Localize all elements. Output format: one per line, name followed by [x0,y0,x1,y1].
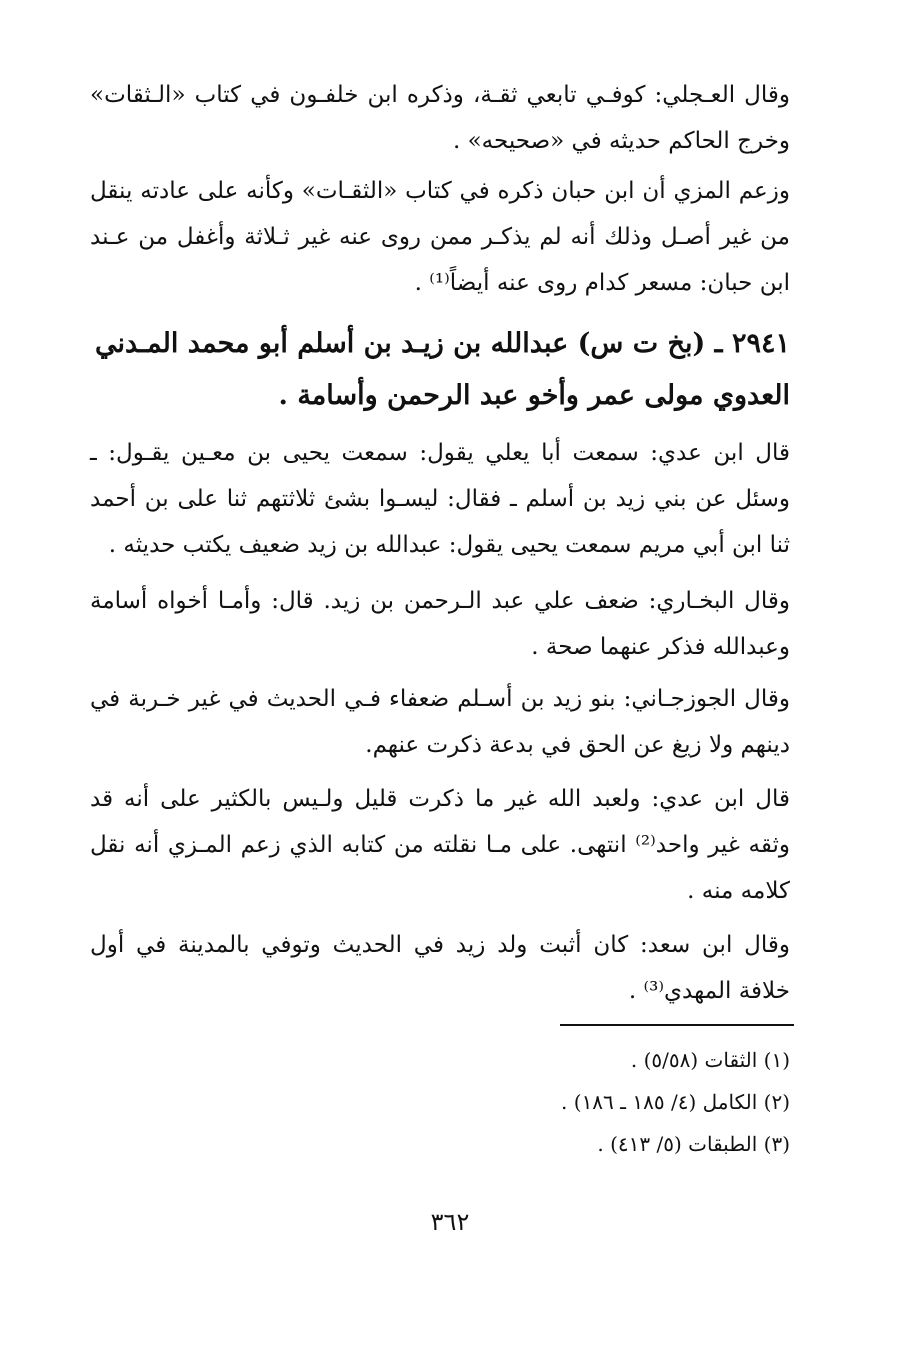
page-number: ٣٦٢ [430,1208,470,1236]
footnote-separator [560,1024,794,1026]
paragraph-bukhari: وقال البخـاري: ضعف علي عبد الـرحمن بن زيد. قال: وأمـا أخواه أسامة وعبدالله فذكر عنهما صحة . [90,588,790,660]
paragraph-ibn-adi-yahya: قال ابن عدي: سمعت أبا يعلي يقول: سمعت يحيى بن معـين يقـول: ـ وسئل عن بني زيد بن أسلم ـ فقال: ليسـوا بشئ ثلاثتهم ثنا على بن أحمد ثنا ابن أبي مريم سمعت يحيى يقول: عبدالله بن زيد ضعيف يكتب حديثه . [90,440,790,558]
footnote-3: (٣) الطبقات (٥/ ٤١٣) . [597,1132,790,1156]
paragraph-ibn-adi-conclusion: قال ابن عدي: ولعبد الله غير ما ذكرت قليل ولـيس بالكثير على أنه قد وثقه غير واحد⁽²⁾ انتهى. على مـا نقلته من كتابه الذي زعم المـزي أنه نقل كلامه منه . [90,786,790,904]
paragraph-mizzi-claim: وزعم المزي أن ابن حبان ذكره في كتاب «الثقـات» وكأنه على عادته ينقل من غير أصـل وذلك أنه لم يذكـر ممن روى عنه غير ثـلاثة وأغفل من عـند ابن حبان: مسعر كدام روى عنه أيضاً⁽¹⁾ . [90,178,790,296]
paragraph-ibn-saad: وقال ابن سعد: كان أثبت ولد زيد في الحديث وتوفي بالمدينة في أول خلافة المهدي⁽³⁾ . [90,932,790,1004]
footnote-1: (١) الثقات (٥/٥٨) . [630,1048,790,1072]
paragraph-jawzajani: وقال الجوزجـاني: بنو زيد بن أسـلم ضعفاء فـي الحديث في غير خـربة في دينهم ولا زيغ عن الحق في بدعة ذكرت عنهم. [90,686,790,758]
footnote-2: (٢) الكامل (٤/ ١٨٥ ـ ١٨٦) . [561,1090,790,1114]
paragraph-ijli: وقال العـجلي: كوفـي تابعي ثقـة، وذكره ابن خلفـون في كتاب «الـثقات» وخرج الحاكم حديثه في «صحيحه» . [90,82,790,154]
entry-heading: ٢٩٤١ ـ (بخ ت س) عبدالله بن زيـد بن أسلم أبو محمد المـدني العدوي مولى عمر وأخو عبد الرحمن وأسامة . [94,328,790,411]
